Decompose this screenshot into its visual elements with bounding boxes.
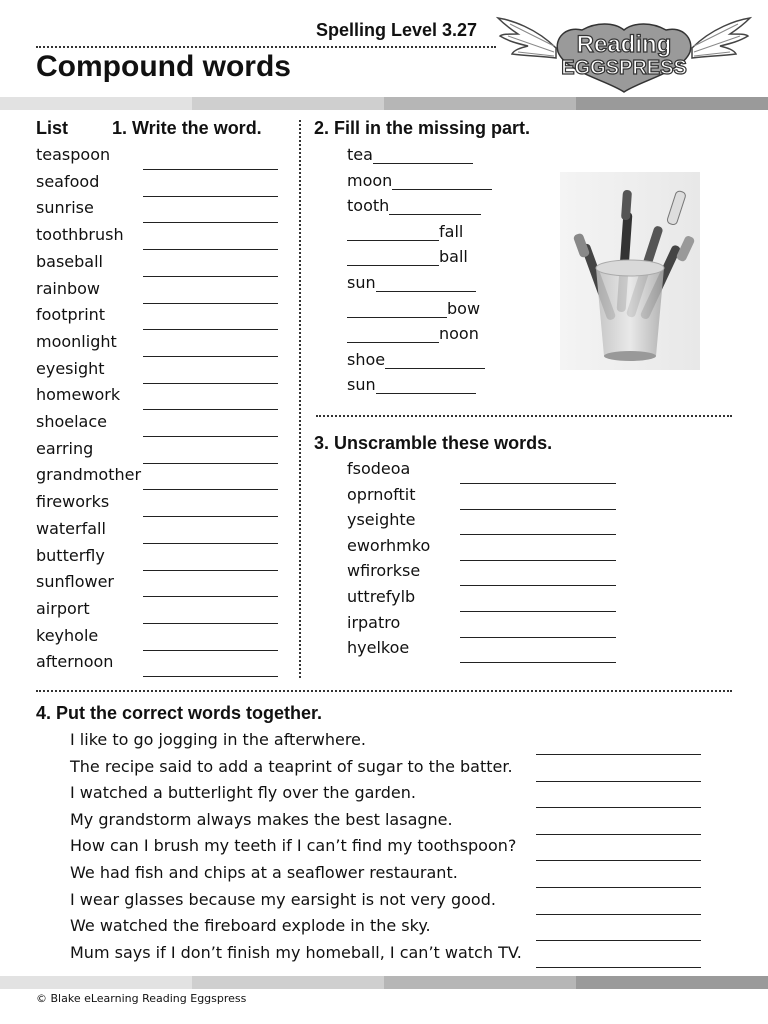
fill-blank[interactable] <box>392 176 492 190</box>
list-word: butterfly <box>36 545 105 565</box>
write-word-line[interactable] <box>143 436 278 437</box>
sentence-text: I wear glasses because my earsight is not very good. <box>70 889 496 909</box>
write-word-line[interactable] <box>143 222 278 223</box>
column-divider <box>299 120 301 678</box>
sentence-answer-line[interactable] <box>536 940 701 941</box>
unscramble-answer-line[interactable] <box>460 560 616 561</box>
write-word-line[interactable] <box>143 650 278 651</box>
scrambled-word: wfirorkse <box>347 561 421 581</box>
write-word-line[interactable] <box>143 276 278 277</box>
fill-suffix: ball <box>439 247 468 267</box>
header-divider <box>36 46 496 48</box>
write-word-line[interactable] <box>143 409 278 410</box>
list-label: List <box>36 118 69 138</box>
fill-prefix: shoe <box>347 349 386 369</box>
scrambled-word: yseighte <box>347 510 416 530</box>
scrambled-word: hyelkoe <box>347 638 410 658</box>
section1-heading: 1. Write the word. <box>112 118 262 138</box>
list-word: shoelace <box>36 412 107 431</box>
sentence-text: My grandstorm always makes the best lasagne. <box>70 809 453 829</box>
section4-heading: 4. Put the correct words together. <box>36 703 323 723</box>
sentence-text: I like to go jogging in the afterwhere. <box>70 730 366 749</box>
scrambled-word: uttrefylb <box>347 587 416 606</box>
list-word: afternoon <box>36 652 114 672</box>
unscramble-answer-line[interactable] <box>460 483 616 484</box>
sentence-answer-line[interactable] <box>536 834 701 835</box>
sentence-answer-line[interactable] <box>536 914 701 915</box>
list-word: toothbrush <box>36 225 124 245</box>
sentence-text: We had fish and chips at a seaflower restaurant. <box>70 863 458 882</box>
sentence-text: We watched the fireboard explode in the sky. <box>70 916 431 936</box>
sentence-text: Mum says if I don’t finish my homeball, I can’t watch TV. <box>70 942 522 962</box>
unscramble-answer-line[interactable] <box>460 637 616 638</box>
write-word-line[interactable] <box>143 249 278 250</box>
unscramble-answer-line[interactable] <box>460 534 616 535</box>
list-word: keyhole <box>36 625 99 645</box>
scrambled-word: fsodeoa <box>347 459 411 478</box>
sentence-answer-line[interactable] <box>536 887 701 888</box>
write-word-line[interactable] <box>143 489 278 490</box>
fill-item <box>347 247 468 266</box>
page-title: Compound words <box>36 50 291 83</box>
write-word-line[interactable] <box>143 543 278 544</box>
section4-divider <box>36 690 732 692</box>
fill-blank[interactable] <box>376 278 476 292</box>
write-word-line[interactable] <box>143 623 278 624</box>
write-word-line[interactable] <box>143 516 278 517</box>
sentence-answer-line[interactable] <box>536 967 701 968</box>
fill-blank[interactable] <box>389 201 481 215</box>
sentence-answer-line[interactable] <box>536 781 701 782</box>
sentence-answer-line[interactable] <box>536 807 701 808</box>
fill-item <box>347 375 476 394</box>
list-word: sunflower <box>36 572 114 592</box>
bottom-stripe <box>0 976 768 989</box>
sentence-answer-line[interactable] <box>536 860 701 861</box>
unscramble-answer-line[interactable] <box>460 662 616 663</box>
sentence-text: I watched a butterlight fly over the garden. <box>70 783 416 803</box>
unscramble-answer-line[interactable] <box>460 611 616 612</box>
list-word: teaspoon <box>36 145 111 164</box>
fill-blank[interactable] <box>347 304 447 318</box>
logo-word-eggspress: EGGSPRESS <box>561 57 687 79</box>
fill-prefix: tooth <box>347 196 390 216</box>
list-word: moonlight <box>36 331 117 351</box>
list-word: waterfall <box>36 518 106 538</box>
fill-suffix: fall <box>439 221 464 241</box>
write-word-line[interactable] <box>143 329 278 330</box>
sentence-text: How can I brush my teeth if I can’t find my toothspoon? <box>70 836 517 856</box>
sentence-text: The recipe said to add a teaprint of sugar to the batter. <box>70 756 513 776</box>
list-word: seafood <box>36 171 100 191</box>
fill-item <box>347 350 485 369</box>
fill-blank[interactable] <box>347 227 439 241</box>
write-word-line[interactable] <box>143 676 278 677</box>
list-word: rainbow <box>36 278 100 298</box>
fill-prefix: moon <box>347 170 393 190</box>
list-word: sunrise <box>36 198 94 218</box>
fill-blank[interactable] <box>385 355 485 369</box>
fill-blank[interactable] <box>376 380 476 394</box>
list-word: eyesight <box>36 358 105 378</box>
unscramble-answer-line[interactable] <box>460 509 616 510</box>
fill-item <box>347 171 492 190</box>
fill-item <box>347 273 476 292</box>
sentence-answer-line[interactable] <box>536 754 701 755</box>
write-word-line[interactable] <box>143 463 278 464</box>
fill-item <box>347 196 481 215</box>
fill-item <box>347 299 480 318</box>
fill-blank[interactable] <box>347 252 439 266</box>
fill-suffix: bow <box>447 298 481 318</box>
fill-item <box>347 145 473 164</box>
fill-blank[interactable] <box>347 329 439 343</box>
copyright-footer: © Blake eLearning Reading Eggspress <box>36 992 247 1005</box>
top-stripe <box>0 97 768 110</box>
toothbrush-cup-photo <box>560 172 700 370</box>
section3-heading: 3. Unscramble these words. <box>314 433 553 453</box>
fill-prefix: tea <box>347 145 373 164</box>
section2-divider <box>316 415 732 417</box>
fill-suffix: noon <box>439 324 479 344</box>
fill-prefix: sun <box>347 273 376 292</box>
fill-item <box>347 324 479 343</box>
section2-heading: 2. Fill in the missing part. <box>314 118 531 138</box>
fill-item <box>347 222 463 241</box>
list-word: earring <box>36 438 94 458</box>
list-word: homework <box>36 385 121 405</box>
fill-blank[interactable] <box>373 150 473 164</box>
write-word-line[interactable] <box>143 169 278 170</box>
write-word-line[interactable] <box>143 383 278 384</box>
scrambled-word: eworhmko <box>347 535 431 555</box>
write-word-line[interactable] <box>143 303 278 304</box>
write-word-line[interactable] <box>143 356 278 357</box>
list-word: footprint <box>36 305 106 325</box>
logo-word-reading: Reading <box>576 31 672 58</box>
list-word: baseball <box>36 251 103 271</box>
list-word: fireworks <box>36 492 110 512</box>
fill-prefix: sun <box>347 375 376 395</box>
write-word-line[interactable] <box>143 596 278 597</box>
unscramble-answer-line[interactable] <box>460 585 616 586</box>
list-word: grandmother <box>36 465 142 485</box>
scrambled-word: oprnoftit <box>347 484 416 504</box>
reading-eggspress-logo <box>496 8 752 94</box>
write-word-line[interactable] <box>143 570 278 571</box>
scrambled-word: irpatro <box>347 612 401 632</box>
level-label: Spelling Level 3.27 <box>316 20 478 40</box>
list-word: airport <box>36 598 90 618</box>
write-word-line[interactable] <box>143 196 278 197</box>
